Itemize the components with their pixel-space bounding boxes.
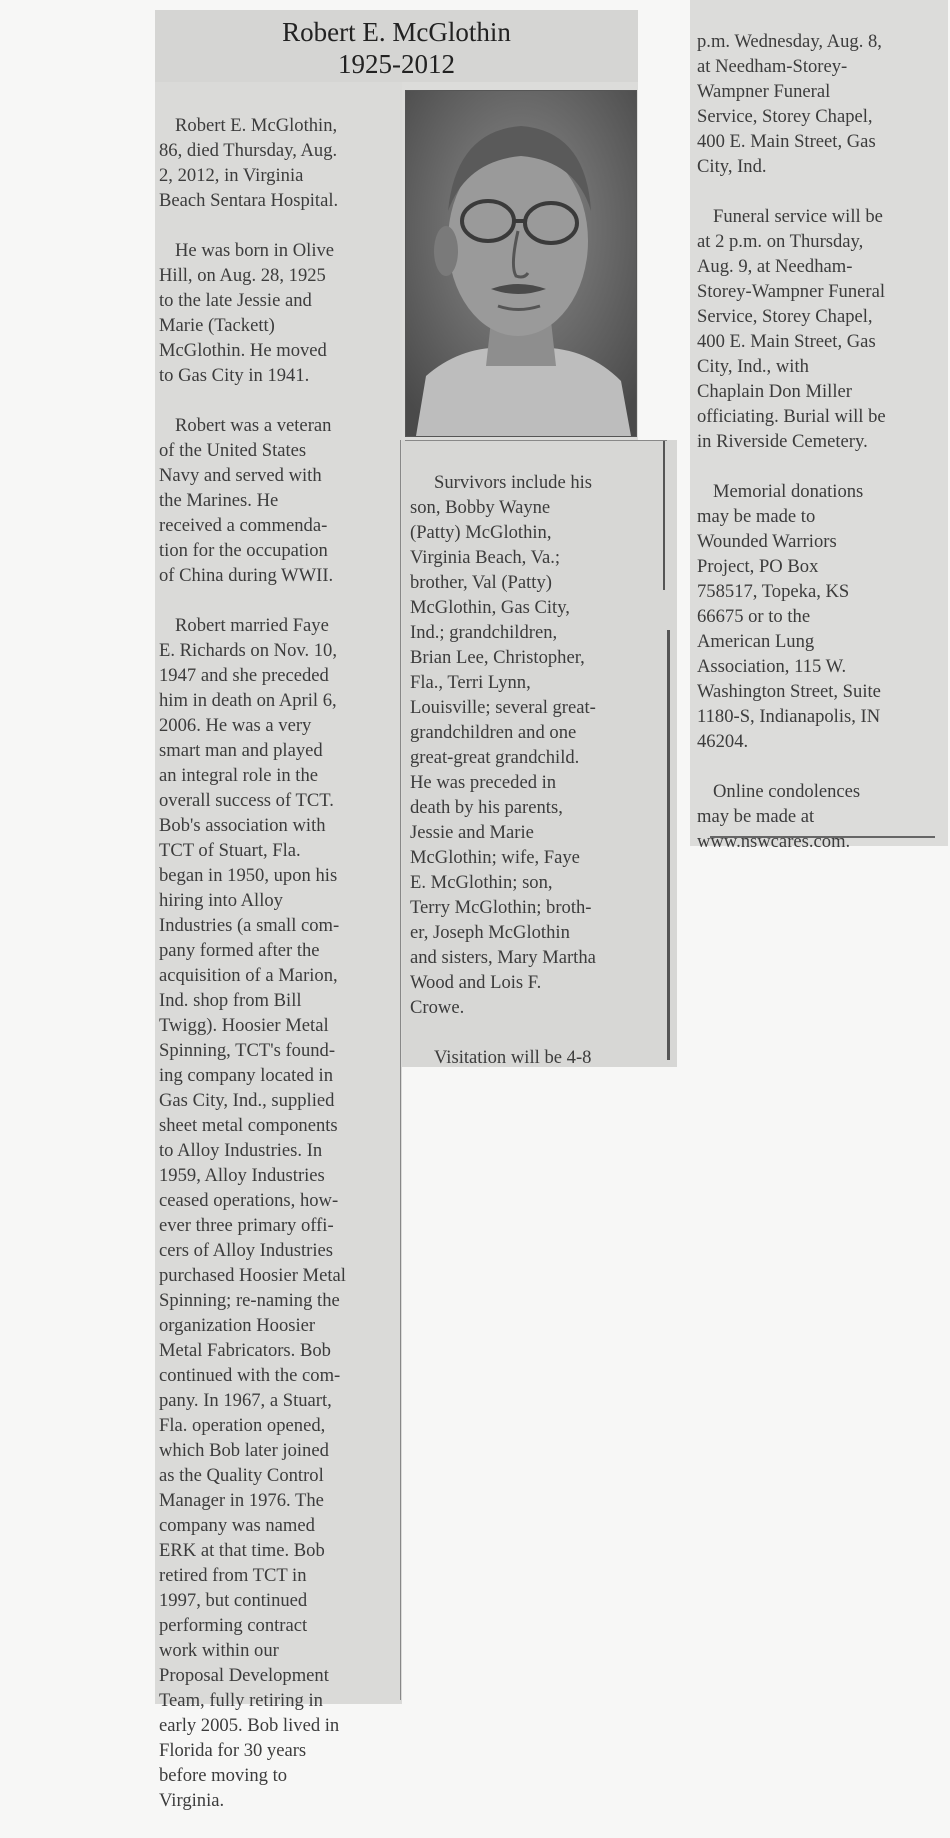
paragraph-condolences: Online condolences may be made at www.nswcares.com. xyxy=(697,781,861,852)
obituary-column-3 xyxy=(697,4,937,879)
obituary-column-1 xyxy=(159,88,395,1838)
obituary-column-2 xyxy=(410,445,660,1095)
column-rule xyxy=(663,440,665,590)
paragraph-memorials: Memorial donations may be made to Wounded Warriors Project, PO Box 758517, Topeka, KS 66675 or to the American Lung Association, 115 W. Washington Street, Suite 1180-S, Indianapolis, IN 46204. xyxy=(697,481,881,752)
deceased-name: Robert E. McGlothin xyxy=(282,17,511,47)
obituary-headline xyxy=(155,16,638,80)
paragraph-visitation-start: Visitation will be 4-8 xyxy=(434,1047,592,1068)
column-rule xyxy=(667,630,670,1060)
paragraph-marriage-career: Robert married Faye E. Richards on Nov. 10, 1947 and she preceded him in death on April 6, 2006. He was a very smart man and played an integral role in the overall success of TCT. Bob's association with TCT of Stuart, Fla. began in 1950, upon his hiring into Alloy Industries (a small com- pany formed after the acquisition of a Marion, Ind. shop from Bill Twigg). Hoosier Metal Spinning, TCT's found- ing company located in Gas City, Ind., supplied sheet metal components to Alloy Industries. In 1959, Alloy Industries ceased operations, how- ever three primary offi- cers of Alloy Industries purchased Hoosier Metal Spinning; re-naming the organization Hoosier Metal Fabricators. Bob continued with the com- pany. In 1967, a Stuart, Fla. operation opened, which Bob later joined as the Quality Control Manager in 1976. The company was named ERK at that time. Bob retired from TCT in 1997, but continued performing contract work within our Proposal Development Team, fully retiring in early 2005. Bob lived in Florida for 30 years before moving to Virginia. xyxy=(159,615,346,1811)
paragraph-military: Robert was a veteran of the United States Navy and served with the Marines. He received a commenda- tion for the occupation of China during WWII. xyxy=(159,415,334,586)
paragraph-survivors: Survivors include his son, Bobby Wayne (Patty) McGlothin, Virginia Beach, Va.; brother, Val (Patty) McGlothin, Gas City, Ind.; grandchildren, Brian Lee, Christopher, Fla., Terri Lynn, Louisville; several great- grandchildren and one great-great grandchild. He was preceded in death by his parents, Jessie and Marie McGlothin; wife, Faye E. McGlothin; son, Terry McGlothin; broth- er, Joseph McGlothin and sisters, Mary Martha Wood and Lois F. Crowe. xyxy=(410,472,596,1018)
portrait-photo xyxy=(405,90,637,437)
paragraph-visitation-end: p.m. Wednesday, Aug. 8, at Needham-Storey- Wampner Funeral Service, Storey Chapel, 400 E. Main Street, Gas City, Ind. xyxy=(697,31,882,177)
paragraph-birth: He was born in Olive Hill, on Aug. 28, 1925 to the late Jessie and Marie (Tackett) McGlothin. He moved to Gas City in 1941. xyxy=(159,240,335,386)
paragraph-funeral: Funeral service will be at 2 p.m. on Thursday, Aug. 9, at Needham- Storey-Wampner Funeral Service, Storey Chapel, 400 E. Main Street, Gas City, Ind., with Chaplain Don Miller officiating. Burial will be in Riverside Cemetery. xyxy=(697,206,886,452)
column-rule xyxy=(405,440,667,441)
paragraph-death: Robert E. McGlothin, 86, died Thursday, Aug. 2, 2012, in Virginia Beach Sentara Hospital. xyxy=(159,115,339,211)
life-years: 1925-2012 xyxy=(338,49,455,79)
column-rule xyxy=(400,440,401,1700)
portrait-image xyxy=(406,91,636,436)
